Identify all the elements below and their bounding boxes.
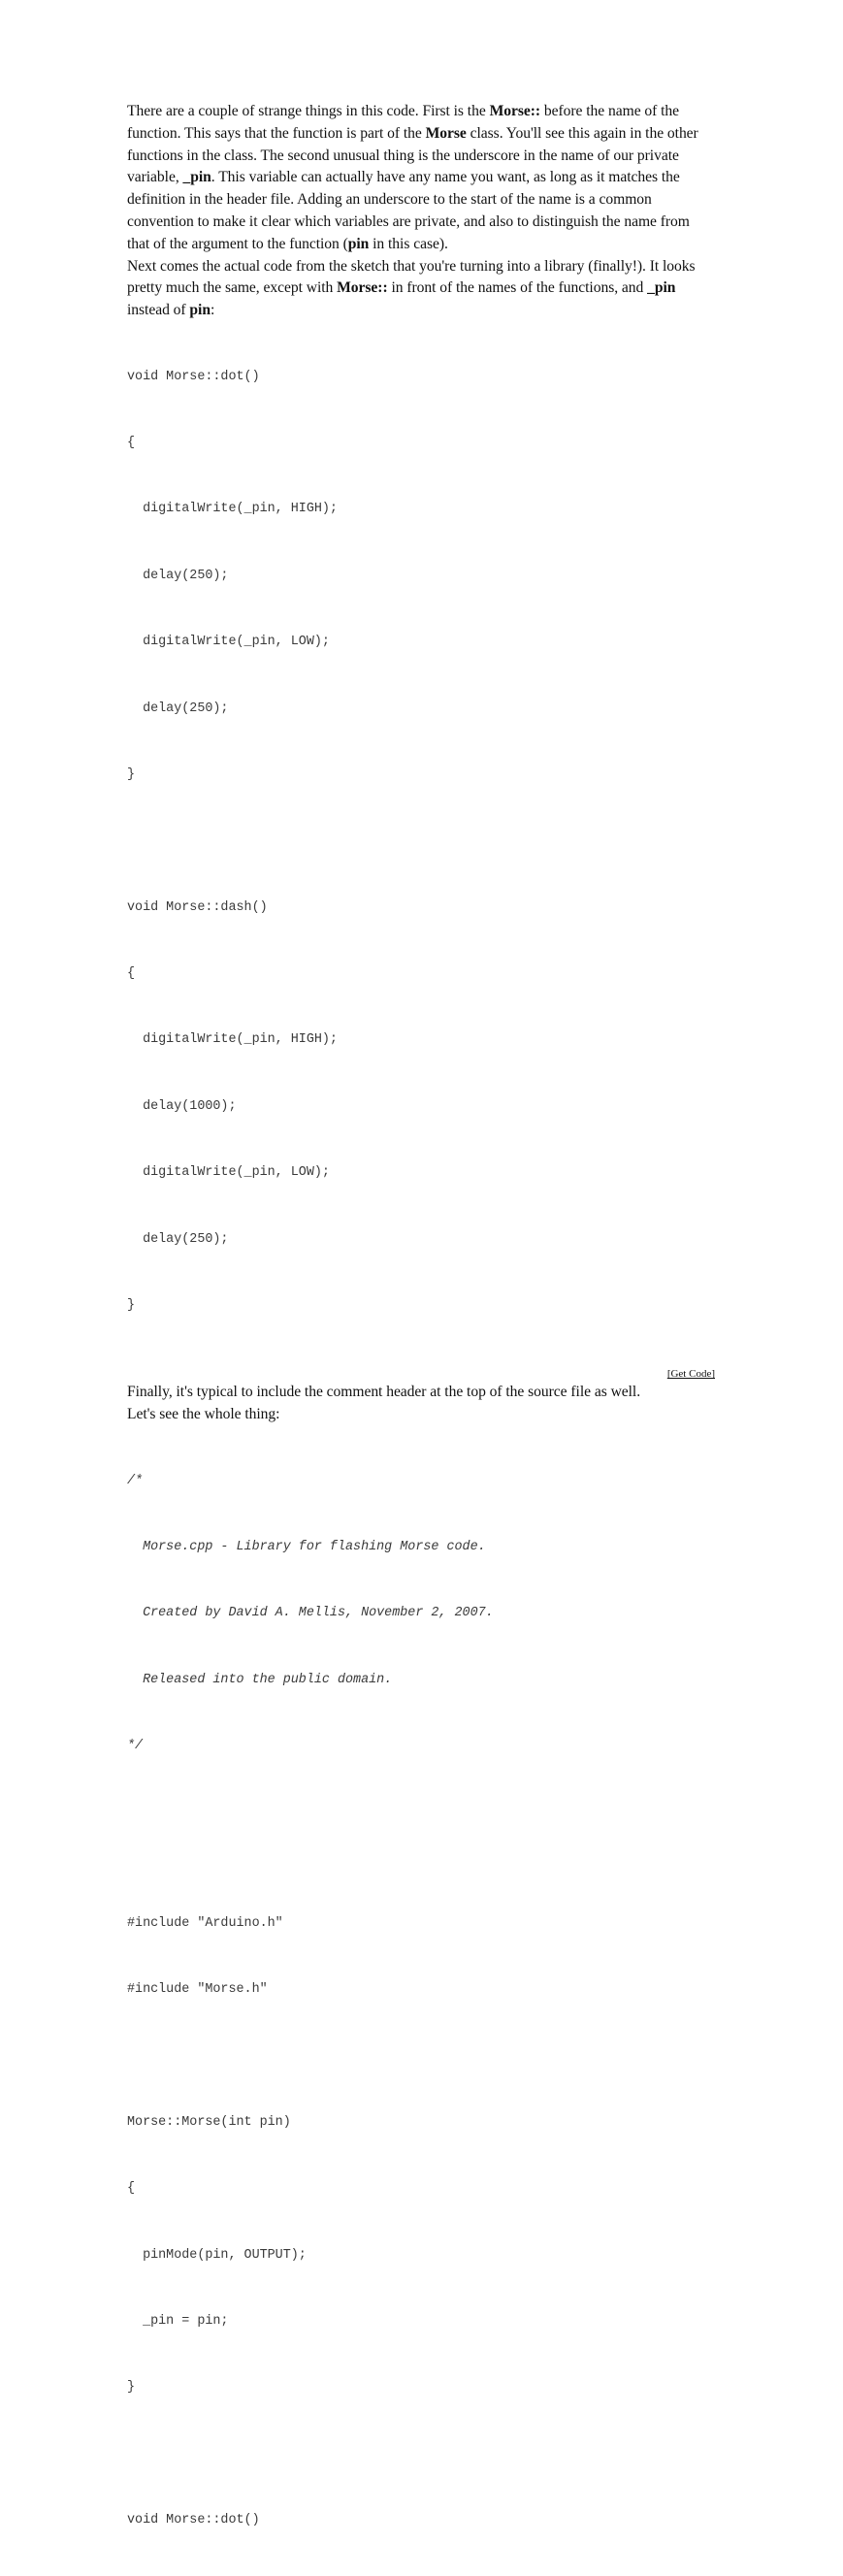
code-line: digitalWrite(_pin, HIGH); — [127, 1032, 338, 1048]
code-line: void Morse::dot() — [127, 2513, 260, 2528]
text-run: class. You'll see this again in the other functions in the class. The second unusual thing is the underscore in the name of our private variable, — [127, 124, 698, 186]
code-line: _pin = pin; — [127, 2313, 229, 2329]
bold-term: Morse — [425, 124, 467, 142]
text-run: before the name of the function. This says that the function is part of the — [127, 103, 680, 142]
text-run: Next comes the actual code from the sketch that you're turning into a library (finally!). It looks pretty much the same, except with — [127, 257, 696, 297]
text-run: . This variable can actually have any name you want, as long as it matches the definition in the header file. Adding an underscore to the start of the name is a common convention to make it clear which variables are private, and also to distinguish the name from that of the argument to the function ( — [127, 169, 690, 252]
bold-term: Morse:: — [489, 103, 541, 119]
code-line: #include "Morse.h" — [127, 1981, 268, 1997]
code-line: delay(250); — [127, 701, 229, 716]
text-run: There are a couple of strange things in this code. First is the — [127, 103, 490, 119]
document-content — [127, 101, 715, 2576]
code-comment-line: Morse.cpp - Library for flashing Morse code. — [127, 1540, 486, 1554]
code-line: #include "Arduino.h" — [127, 1915, 283, 1931]
code-line — [127, 1846, 715, 1869]
text-run: in front of the names of the functions, and — [387, 279, 648, 297]
text-run: in this case). — [369, 235, 448, 252]
get-code-row — [127, 1363, 715, 1382]
code-line: digitalWrite(_pin, LOW); — [127, 1165, 330, 1181]
code-line — [127, 2444, 715, 2466]
code-line: { — [127, 966, 136, 982]
code-line — [127, 2045, 715, 2068]
final-paragraph — [127, 1382, 715, 1426]
code-line: digitalWrite(_pin, LOW); — [127, 635, 330, 650]
bold-term: pin — [189, 302, 211, 319]
code-block-2 — [127, 1803, 715, 2576]
code-line: delay(1000); — [127, 1098, 237, 1114]
code-line: void Morse::dot() — [127, 369, 260, 384]
bold-term: pin — [347, 235, 370, 252]
code-line: delay(250); — [127, 568, 229, 583]
code-line: { — [127, 435, 136, 450]
code-line: delay(250); — [127, 1231, 229, 1247]
bold-term: Morse:: — [337, 279, 388, 297]
code-line — [127, 831, 715, 853]
code-line: } — [127, 766, 136, 782]
code-comment-line: /* — [127, 1473, 144, 1488]
code-comment-line: */ — [127, 1739, 144, 1754]
get-code-link[interactable]: [Get Code] — [666, 1368, 715, 1381]
code-line: void Morse::dash() — [127, 899, 268, 915]
text-run: instead of — [127, 302, 190, 319]
text-line: Finally, it's typical to include the comment header at the top of the source file as well. — [127, 1384, 641, 1401]
code-line: Morse::Morse(int pin) — [127, 2114, 291, 2130]
code-comment-line: Created by David A. Mellis, November 2, 2007. — [127, 1606, 494, 1621]
code-line: { — [127, 2181, 136, 2197]
bold-term: _pin — [647, 279, 676, 297]
code-line: digitalWrite(_pin, HIGH); — [127, 502, 338, 517]
intro-paragraph — [127, 101, 715, 256]
bold-term: _pin — [182, 169, 211, 186]
text-line: Let's see the whole thing: — [127, 1406, 280, 1423]
code-block-2-comment — [127, 1426, 715, 1803]
code-comment-line: Released into the public domain. — [127, 1672, 393, 1687]
text-run: : — [210, 302, 215, 319]
code-line: pinMode(pin, OUTPUT); — [127, 2247, 307, 2263]
code-line: } — [127, 2380, 136, 2396]
next-paragraph — [127, 256, 715, 322]
code-line: } — [127, 1298, 136, 1314]
code-block-1 — [127, 322, 715, 1361]
